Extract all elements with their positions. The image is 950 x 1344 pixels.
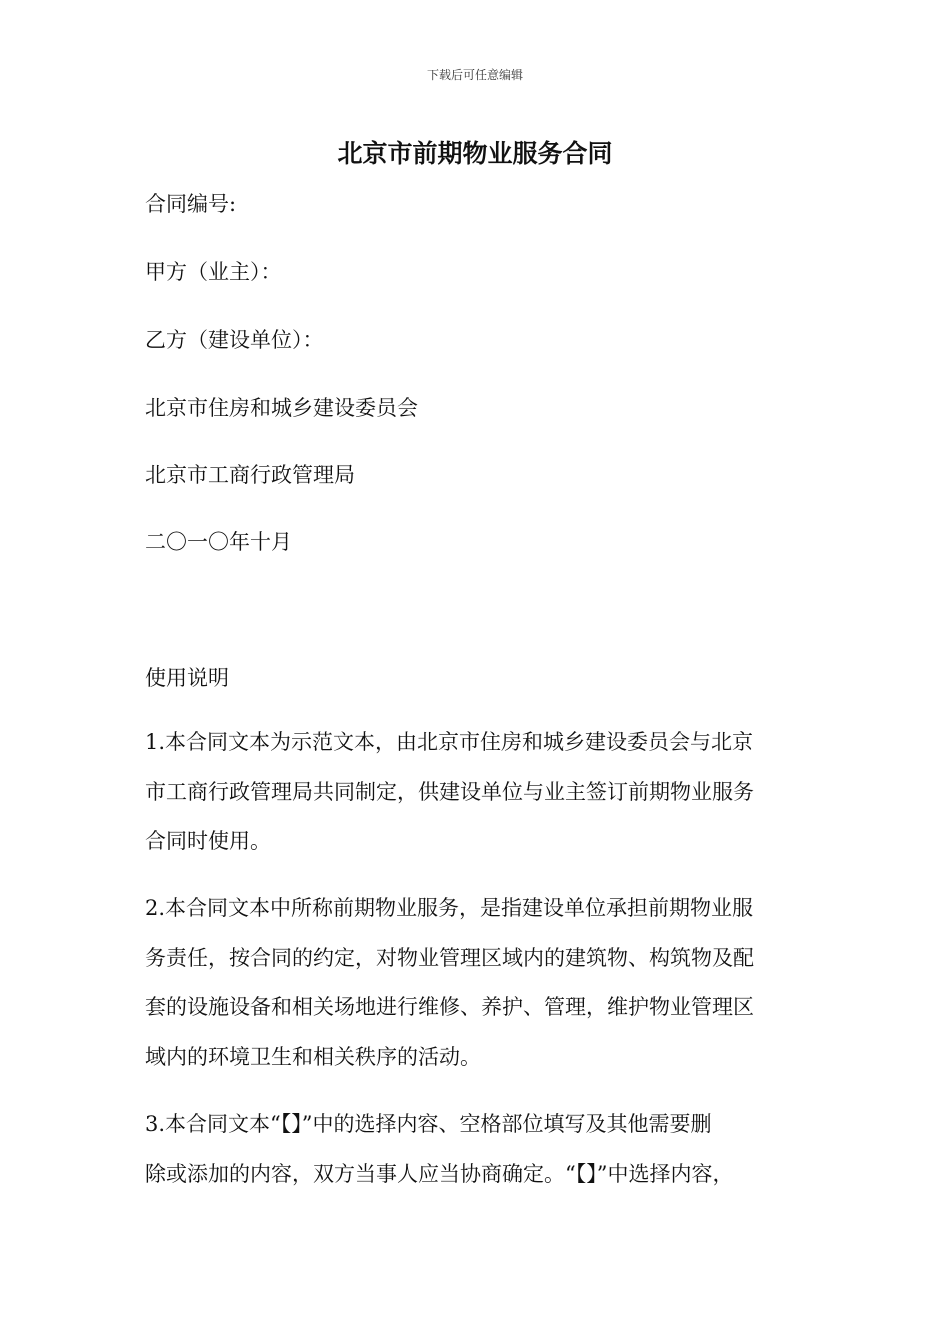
instruction-item-2 bbox=[145, 884, 805, 1082]
instruction-line: 2.本合同文本中所称前期物业服务，是指建设单位承担前期物业服 bbox=[145, 896, 754, 920]
issuer-commerce-bureau: 北京市工商行政管理局 bbox=[145, 463, 355, 487]
issue-date: 二〇一〇年十月 bbox=[145, 530, 292, 554]
instruction-line: 市工商行政管理局共同制定，供建设单位与业主签订前期物业服务 bbox=[145, 779, 754, 804]
instruction-line: 务责任，按合同的约定，对物业管理区域内的建筑物、构筑物及配 bbox=[145, 945, 754, 970]
instruction-line: 除或添加的内容，双方当事人应当协商确定。“【】”中选择内容， bbox=[145, 1161, 734, 1186]
instruction-line: 域内的环境卫生和相关秩序的活动。 bbox=[145, 1044, 481, 1069]
instruction-line: 3.本合同文本“【】”中的选择内容、空格部位填写及其他需要删 bbox=[145, 1112, 712, 1136]
instruction-line: 合同时使用。 bbox=[145, 829, 271, 853]
document-title: 北京市前期物业服务合同 bbox=[337, 139, 613, 168]
instructions-heading: 使用说明 bbox=[145, 666, 229, 690]
party-a-label: 甲方（业主）： bbox=[145, 260, 282, 284]
instruction-line: 1.本合同文本为示范文本，由北京市住房和城乡建设委员会与北京 bbox=[145, 730, 754, 754]
instruction-line: 套的设施设备和相关场地进行维修、养护、管理，维护物业管理区 bbox=[145, 995, 754, 1019]
contract-number-label: 合同编号: bbox=[145, 192, 237, 216]
header-note: 下载后可任意编辑 bbox=[426, 68, 523, 82]
issuer-housing-commission: 北京市住房和城乡建设委员会 bbox=[145, 396, 418, 420]
instruction-item-3 bbox=[145, 1100, 805, 1199]
party-b-label: 乙方（建设单位）： bbox=[145, 328, 324, 352]
instruction-item-1 bbox=[145, 718, 805, 867]
